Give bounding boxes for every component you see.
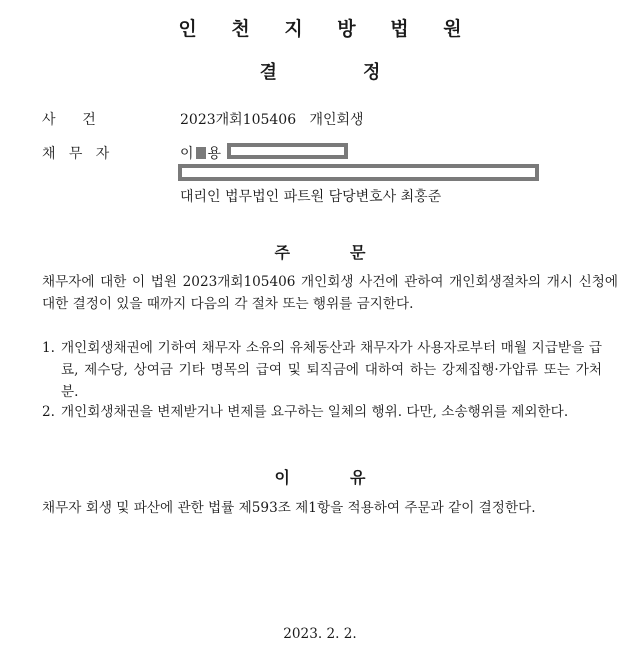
debtor-label: 채 무 자 [42, 146, 110, 162]
case-label: 사 건 [42, 112, 96, 128]
order-item-2 [42, 401, 602, 423]
representative: 대리인 법무법인 파트원 담당변호사 최홍준 [180, 189, 442, 205]
order-item-text: 개인회생채권을 변제받거나 변제를 요구하는 일체의 행위. 다만, 소송행위를 제외한다. [61, 404, 569, 420]
debtor-name [180, 143, 221, 163]
case-number: 2023개회105406 개인회생 [180, 112, 364, 128]
reason-heading-char-2: 유 [350, 468, 366, 487]
reason-heading-char-1: 이 [274, 468, 290, 487]
order-item-1 [42, 337, 602, 403]
decision-date: 2023. 2. 2. [283, 626, 357, 642]
court-name: 인 천 지 방 법 원 [178, 18, 476, 40]
document-type-char-1: 결 [259, 62, 277, 83]
order-item-number: 1. [42, 340, 55, 356]
redaction-box-1 [227, 143, 348, 159]
redaction-name [196, 147, 206, 159]
reason-text: 채무자 회생 및 파산에 관한 법률 제593조 제1항을 적용하여 주문과 같이 결정한다. [42, 500, 536, 516]
document-type-title [0, 58, 640, 84]
order-intro: 채무자에 대한 이 법원 2023개회105406 개인회생 사건에 관하여 개인회생절차의 개시 신청에 대한 결정이 있을 때까지 다음의 각 절차 또는 행위를 금지한다. [42, 274, 618, 312]
order-item-number: 2. [42, 404, 55, 420]
order-item-text: 개인회생채권에 기하여 채무자 소유의 유체동산과 채무자가 사용자로부터 매월 지급받을 급료, 제수당, 상여금 기타 명목의 급여 및 퇴직금에 대하여 하는 강제집행·가압류 또는 가처분. [61, 340, 602, 400]
order-heading-char-2: 문 [350, 243, 366, 262]
reason-heading [0, 465, 640, 488]
debtor-name-last: 용 [207, 146, 222, 162]
document-type-char-2: 정 [363, 62, 381, 83]
order-heading-char-1: 주 [274, 243, 290, 262]
order-heading [0, 240, 640, 263]
redaction-box-2 [178, 164, 539, 181]
debtor-name-first: 이 [180, 146, 194, 162]
